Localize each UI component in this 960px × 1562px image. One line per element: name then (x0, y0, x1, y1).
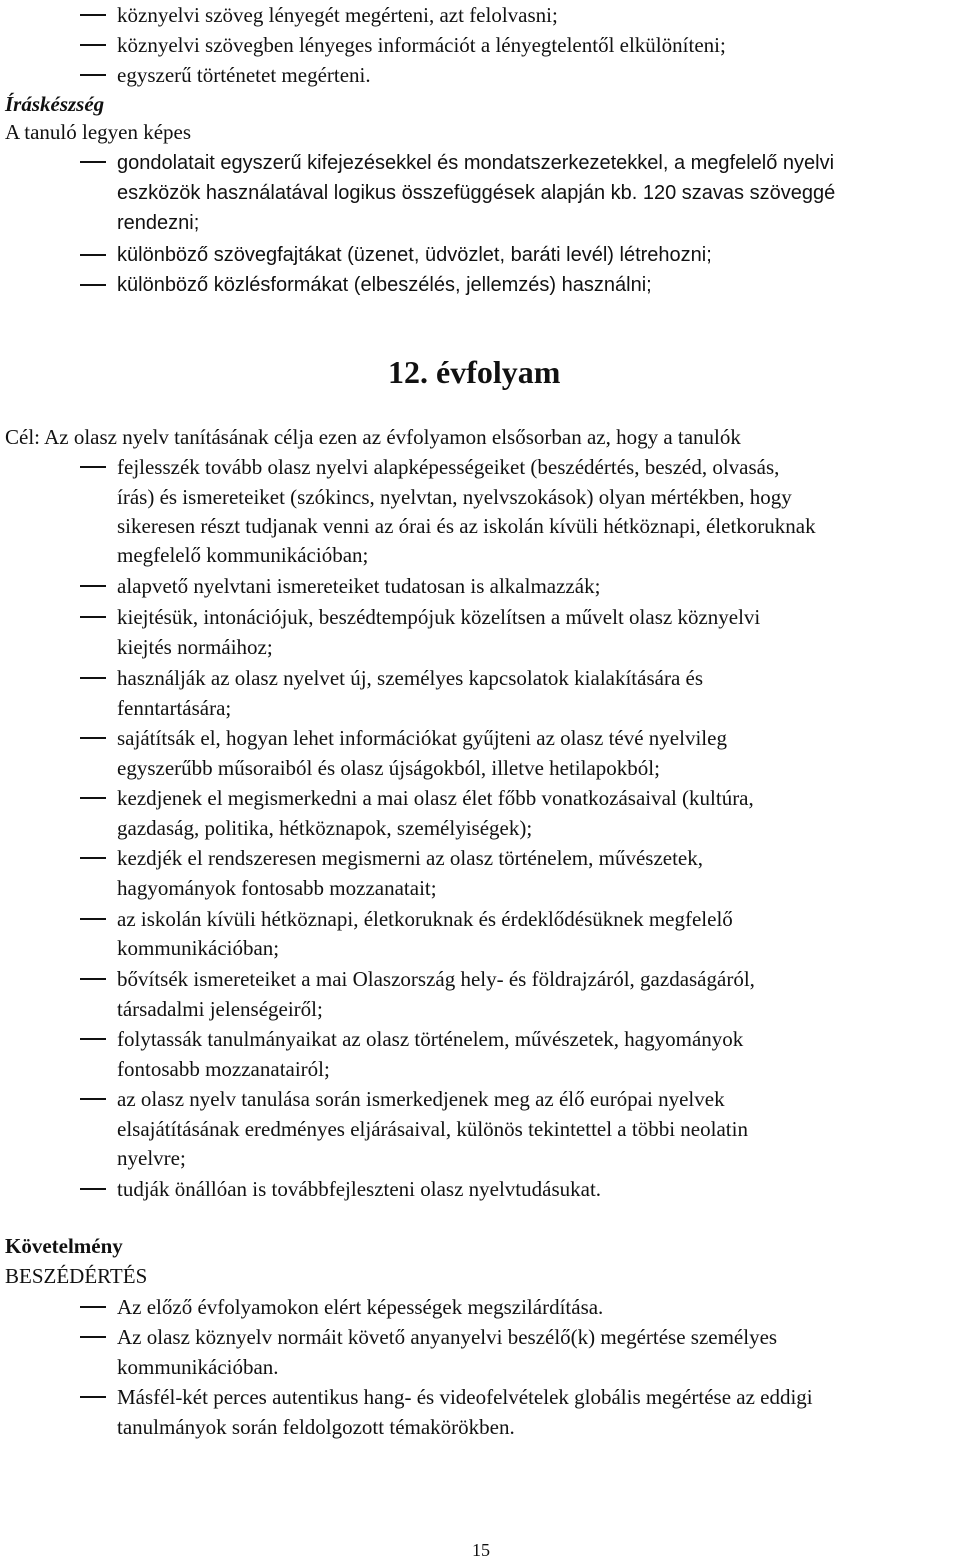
list-item-line: használják az olasz nyelvet új, személyes kapcsolatok kialakítására és (117, 666, 704, 690)
list-item-line: eszközök használatával logikus összefüggések alapján kb. 120 szavas szöveggé (117, 182, 836, 204)
dash-bullet (80, 254, 106, 256)
list-item-line: írás) és ismereteiket (szókincs, nyelvtan, nyelvszokások) olyan mértékben, hogy (117, 485, 792, 509)
list-item-line: kiejtés normáihoz; (117, 635, 273, 659)
dash-bullet (80, 797, 106, 799)
dash-bullet (80, 14, 106, 16)
dash-bullet (80, 74, 106, 76)
dash-bullet (80, 161, 106, 163)
section-intro: A tanuló legyen képes (5, 120, 192, 144)
dash-bullet (80, 737, 106, 739)
page-number: 15 (472, 1540, 490, 1560)
section-heading-requirement: Követelmény (5, 1234, 123, 1258)
list-item-line: Az előző évfolyamokon elért képességek megszilárdítása. (117, 1295, 604, 1319)
list-item-line: alapvető nyelvtani ismereteiket tudatosan is alkalmazzák; (117, 574, 601, 598)
list-item-line: kezdjék el rendszeresen megismerni az olasz történelem, művészetek, (117, 846, 703, 870)
list-item-line: hagyományok fontosabb mozzanatait; (117, 876, 437, 900)
list-item-line: kiejtésük, intonációjuk, beszédtempójuk közelítsen a művelt olasz köznyelvi (117, 605, 761, 629)
dash-bullet (80, 585, 106, 587)
section-heading-writing: Íráskészség (5, 92, 105, 116)
list-item-line: különböző szövegfajtákat (üzenet, üdvözlet, baráti levél) létrehozni; (117, 244, 712, 266)
dash-bullet (80, 677, 106, 679)
list-item-line: bővítsék ismereteiket a mai Olaszország hely- és földrajzáról, gazdaságáról, (117, 967, 755, 991)
list-item-line: elsajátításának eredményes eljárásaival, különös tekintettel a többi neolatin (117, 1117, 748, 1141)
list-item-line: sikeresen részt tudjanak venni az órai és az iskolán kívüli hétköznapi, életkoruknak (117, 514, 816, 538)
dash-bullet (80, 284, 106, 286)
list-item-line: társadalmi jelenségeiről; (117, 997, 323, 1021)
list-item-line: az olasz nyelv tanulása során ismerkedjenek meg az élő európai nyelvek (117, 1087, 725, 1111)
list-item-line: Másfél-két perces autentikus hang- és videofelvételek globális megértése az eddigi (117, 1385, 813, 1409)
list-item-line: rendezni; (117, 212, 200, 234)
list-item-line: különböző közlésformákat (elbeszélés, jellemzés) használni; (117, 274, 652, 296)
list-item-line: fejlesszék tovább olasz nyelvi alapképességeiket (beszédértés, beszéd, olvasás, (117, 455, 780, 479)
dash-bullet (80, 44, 106, 46)
dash-bullet (80, 918, 106, 920)
list-item-line: tanulmányok során feldolgozott témakörökben. (117, 1415, 515, 1439)
list-item-line: az iskolán kívüli hétköznapi, életkoruknak és érdeklődésüknek megfelelő (117, 907, 733, 931)
dash-bullet (80, 978, 106, 980)
list-item-line: Az olasz köznyelv normáit követő anyanyelvi beszélő(k) megértése személyes (117, 1325, 778, 1349)
list-item: köznyelvi szöveg lényegét megérteni, azt felolvasni; (117, 3, 558, 27)
dash-bullet (80, 1098, 106, 1100)
list-item-line: tudják önállóan is továbbfejleszteni olasz nyelvtudásukat. (117, 1177, 602, 1201)
dash-bullet (80, 1306, 106, 1308)
list-item-line: fenntartására; (117, 696, 232, 720)
grade-title: 12. évfolyam (388, 354, 561, 390)
list-item-line: gazdaság, politika, hétköznapok, személyiségek); (117, 816, 533, 840)
list-item-line: fontosabb mozzanatairól; (117, 1057, 330, 1081)
list-item: egyszerű történetet megérteni. (117, 63, 371, 87)
list-item-line: nyelvre; (117, 1146, 186, 1170)
list-item-line: kommunikációban; (117, 936, 280, 960)
goal-intro: Cél: Az olasz nyelv tanításának célja ezen az évfolyamon elsősorban az, hogy a tanulók (5, 425, 741, 449)
dash-bullet (80, 1396, 106, 1398)
dash-bullet (80, 1336, 106, 1338)
list-item: köznyelvi szövegben lényeges információt a lényegtelentől elkülöníteni; (117, 33, 726, 57)
section-subheading: BESZÉDÉRTÉS (5, 1264, 148, 1288)
list-item-line: sajátítsák el, hogyan lehet információkat gyűjteni az olasz tévé nyelvileg (117, 726, 727, 750)
list-item-line: megfelelő kommunikációban; (117, 543, 369, 567)
list-item-line: gondolatait egyszerű kifejezésekkel és mondatszerkezetekkel, a megfelelő nyelvi (117, 152, 835, 174)
list-item-line: kommunikációban. (117, 1355, 279, 1379)
dash-bullet (80, 1038, 106, 1040)
list-item-line: kezdjenek el megismerkedni a mai olasz élet főbb vonatkozásaival (kultúra, (117, 786, 754, 810)
list-item-line: folytassák tanulmányaikat az olasz történelem, művészetek, hagyományok (117, 1027, 744, 1051)
dash-bullet (80, 857, 106, 859)
dash-bullet (80, 466, 106, 468)
dash-bullet (80, 616, 106, 618)
list-item-line: egyszerűbb műsoraiból és olasz újságokból, illetve hetilapokból; (117, 756, 660, 780)
dash-bullet (80, 1188, 106, 1190)
